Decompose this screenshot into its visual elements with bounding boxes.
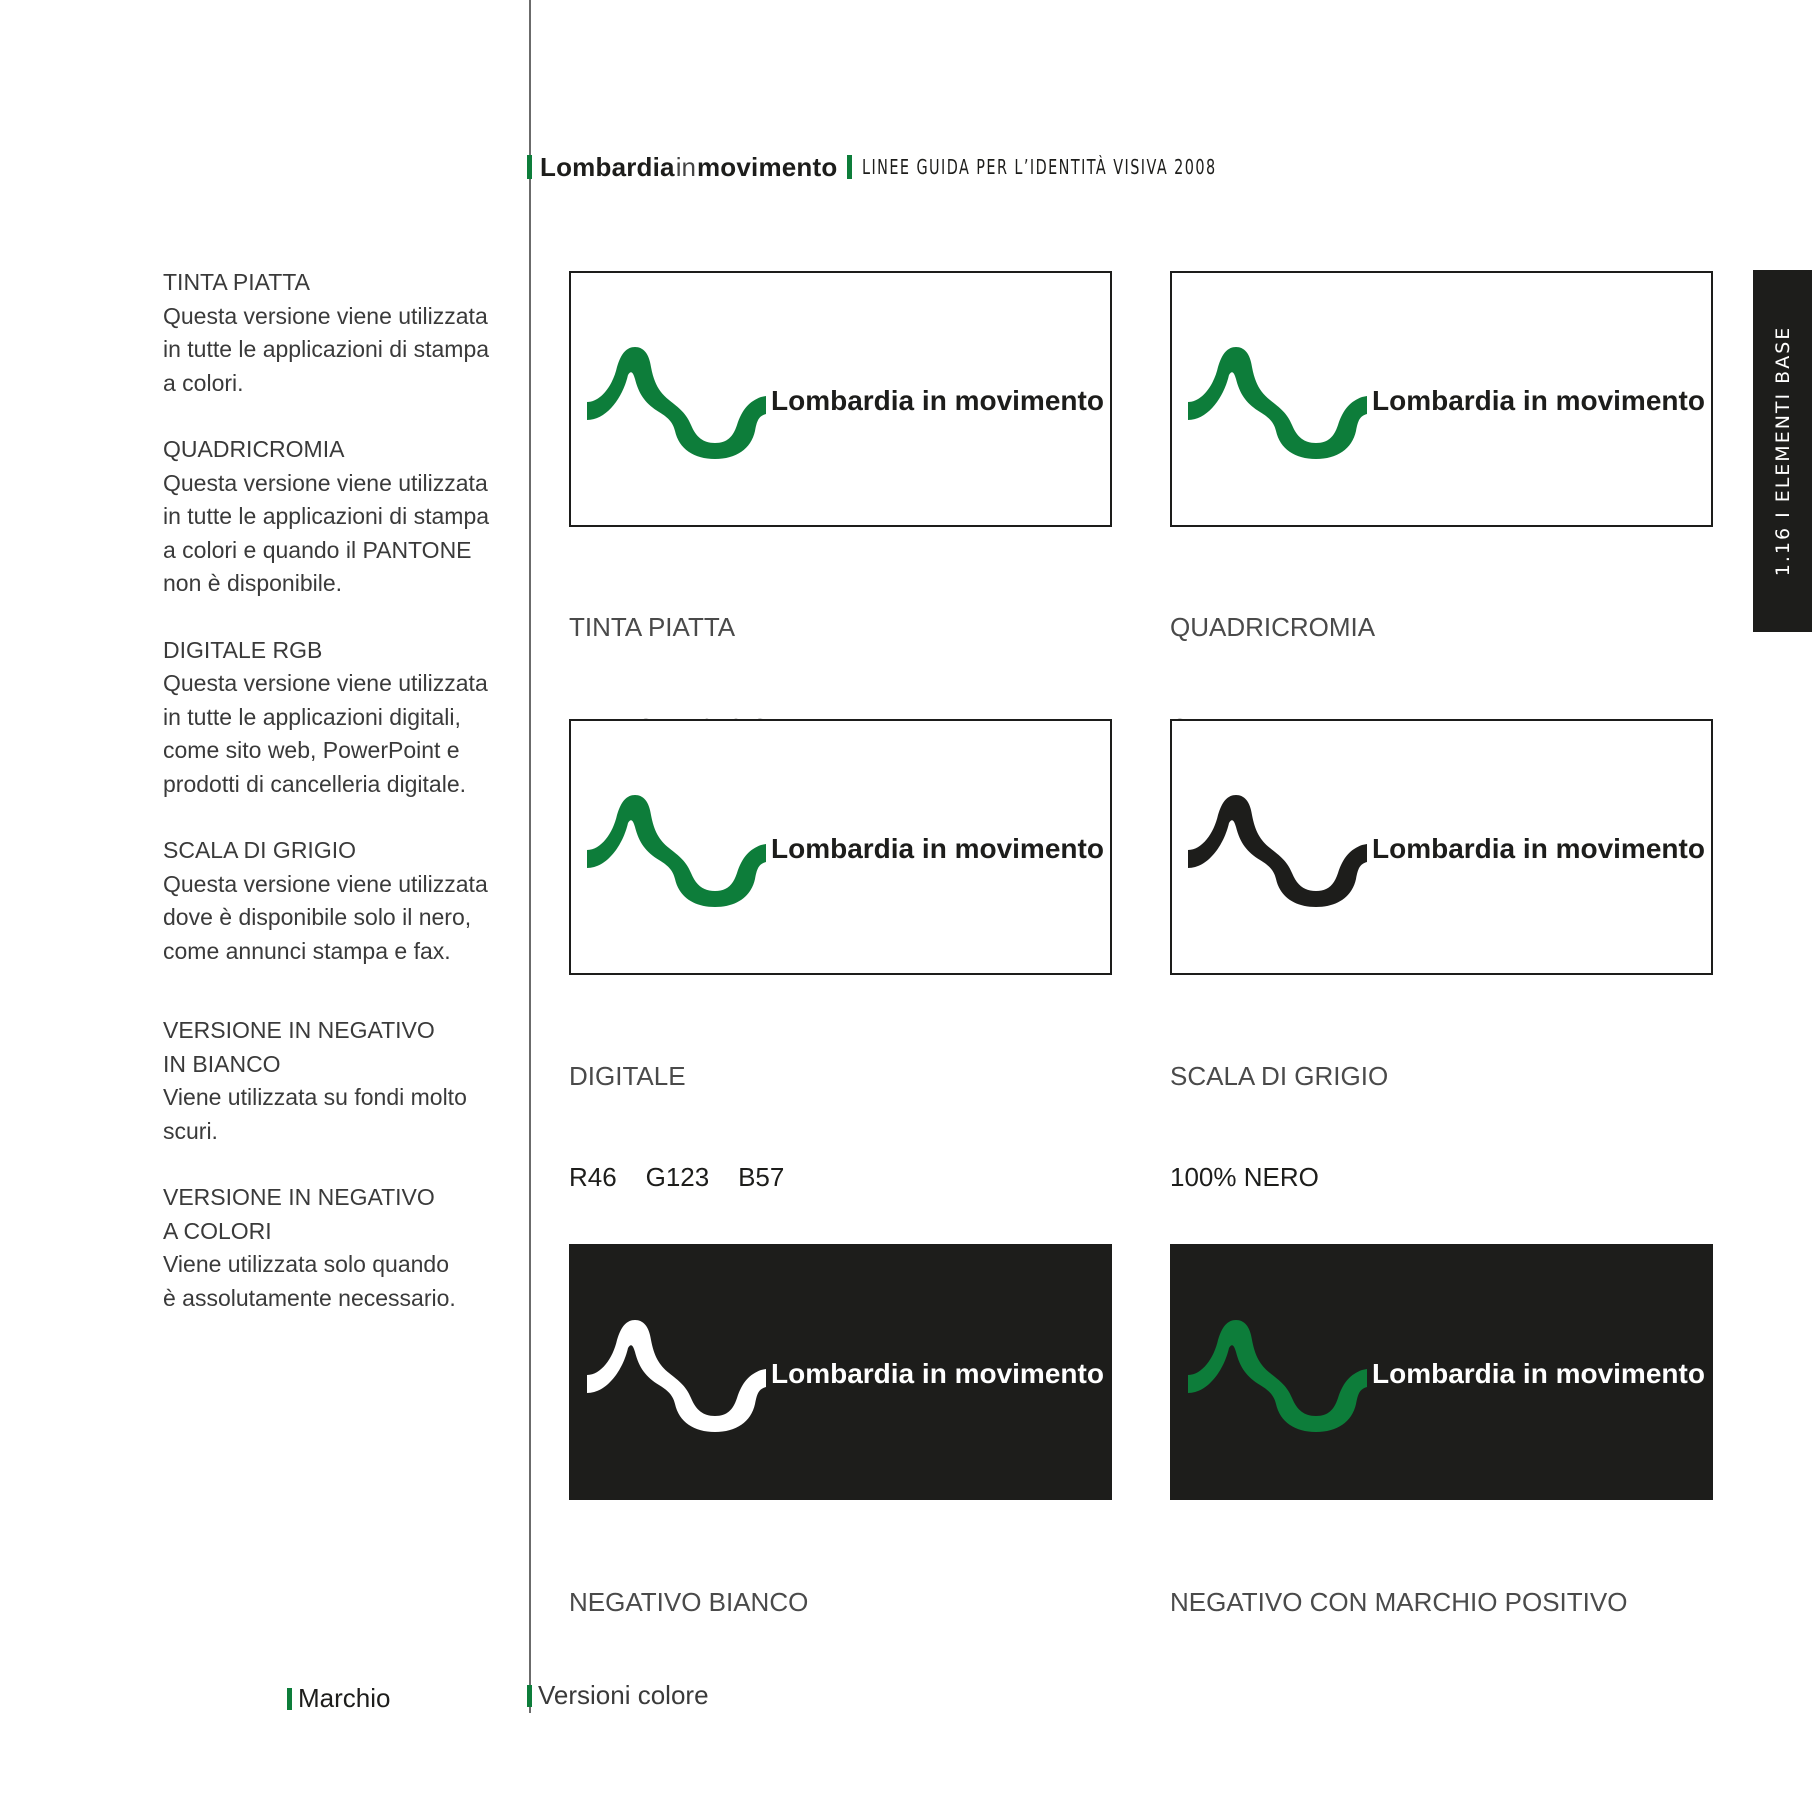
wave-mark-icon	[1188, 345, 1373, 461]
logo-variant-negativo-bianco	[569, 1244, 1112, 1500]
section-title: VERSIONE IN NEGATIVO	[163, 1184, 435, 1210]
logo-variant-quadricromia	[1170, 271, 1713, 527]
caption-line: R46 G123 B57	[569, 1161, 785, 1192]
wave-shape	[587, 347, 766, 459]
header-accent-bar-2	[847, 155, 852, 179]
logo-wordmark: Lombardia in movimento	[1372, 1358, 1705, 1389]
left-description-column	[163, 266, 523, 1348]
header-brand-part-2: movimento	[696, 151, 838, 182]
section-side-tab	[1753, 270, 1812, 632]
section-title: DIGITALE RGB	[163, 636, 323, 663]
footer-accent-bar	[287, 1688, 292, 1710]
wave-shape	[587, 795, 766, 907]
wave-mark-icon	[587, 1318, 772, 1434]
header-subtitle: LINEE GUIDA PER L’IDENTITÀ VISIVA 2008	[862, 155, 1218, 179]
section-quadricromia	[163, 433, 523, 601]
logo-wordmark: Lombardia in movimento	[771, 1358, 1104, 1389]
header-brand-part-1: Lombardia	[540, 151, 675, 182]
page-header	[527, 150, 1355, 184]
caption-title: DIGITALE	[569, 1061, 686, 1091]
wave-shape	[1188, 1320, 1367, 1432]
footer-page-topic: Versioni colore	[538, 1680, 709, 1710]
section-scala-di-grigio	[163, 834, 523, 968]
section-line: in tutte le applicazioni di stampa	[163, 336, 490, 362]
section-line: prodotti di cancelleria digitale.	[163, 770, 467, 797]
section-line: Questa versione viene utilizzata	[163, 469, 488, 496]
footer-section-right	[527, 1680, 709, 1711]
caption-negativo-bianco	[569, 1519, 808, 1653]
caption-scala-di-grigio	[1170, 993, 1388, 1228]
section-tinta-piatta	[163, 266, 523, 400]
footer-accent-bar	[527, 1685, 532, 1707]
section-line: Questa versione viene utilizzata	[163, 302, 488, 329]
wave-mark-icon	[587, 793, 772, 909]
section-line: a colori.	[163, 369, 244, 396]
logo-wordmark: Lombardia in movimento	[771, 833, 1104, 864]
section-line: Questa versione viene utilizzata	[163, 870, 488, 897]
logo-variant-negativo-marchio-positivo	[1170, 1244, 1713, 1500]
section-line: non è disponibile.	[163, 570, 343, 596]
column-divider	[529, 0, 531, 1713]
section-line: in tutte le applicazioni di stampa	[163, 503, 490, 529]
logo-wordmark: Lombardia in movimento	[1372, 385, 1705, 416]
logo-variant-digitale	[569, 719, 1112, 975]
wave-mark-icon	[587, 345, 772, 461]
logo-wordmark: Lombardia in movimento	[1372, 833, 1705, 864]
caption-line: 100% NERO	[1170, 1161, 1319, 1192]
section-line: Viene utilizzata solo quando	[163, 1251, 450, 1277]
section-line: a colori e quando il PANTONE	[163, 536, 472, 563]
section-line: Questa versione viene utilizzata	[163, 670, 488, 696]
caption-title: NEGATIVO CON MARCHIO POSITIVO	[1170, 1587, 1628, 1617]
section-title: IN BIANCO	[163, 1050, 281, 1077]
caption-title: SCALA DI GRIGIO	[1170, 1061, 1389, 1091]
side-tab-label: 1.16 I ELEMENTI BASE	[1771, 325, 1794, 577]
section-line: in tutte le applicazioni digitali,	[163, 703, 461, 730]
caption-negativo-marchio-positivo	[1170, 1519, 1627, 1653]
section-line: è assolutamente necessario.	[163, 1284, 456, 1311]
section-line: come sito web, PowerPoint e	[163, 737, 460, 763]
caption-title: QUADRICROMIA	[1170, 612, 1376, 642]
section-title: VERSIONE IN NEGATIVO	[163, 1017, 435, 1043]
wave-mark-icon	[1188, 793, 1373, 909]
section-negativo-bianco	[163, 1014, 523, 1148]
section-title: QUADRICROMIA	[163, 436, 345, 462]
section-title: SCALA DI GRIGIO	[163, 837, 356, 863]
wave-shape	[587, 1320, 766, 1432]
section-line: Viene utilizzata su fondi molto	[163, 1084, 467, 1110]
section-negativo-colori	[163, 1181, 523, 1315]
section-title: TINTA PIATTA	[163, 269, 310, 295]
section-digitale-rgb	[163, 634, 523, 802]
footer-section-label: Marchio	[298, 1683, 391, 1713]
header-accent-bar	[527, 155, 532, 179]
footer-section-left	[287, 1683, 390, 1714]
caption-title: NEGATIVO BIANCO	[569, 1587, 809, 1617]
wave-shape	[1188, 795, 1367, 907]
section-line: come annunci stampa e fax.	[163, 937, 451, 964]
section-line: dove è disponibile solo il nero,	[163, 904, 472, 930]
header-brand-in: in	[675, 151, 696, 182]
wave-shape	[1188, 347, 1367, 459]
section-line: scuri.	[163, 1117, 218, 1144]
caption-title: TINTA PIATTA	[569, 612, 736, 642]
logo-variant-scala-di-grigio	[1170, 719, 1713, 975]
section-title: A COLORI	[163, 1217, 272, 1244]
wave-mark-icon	[1188, 1318, 1373, 1434]
logo-wordmark: Lombardia in movimento	[771, 385, 1104, 416]
logo-variant-tinta-piatta	[569, 271, 1112, 527]
